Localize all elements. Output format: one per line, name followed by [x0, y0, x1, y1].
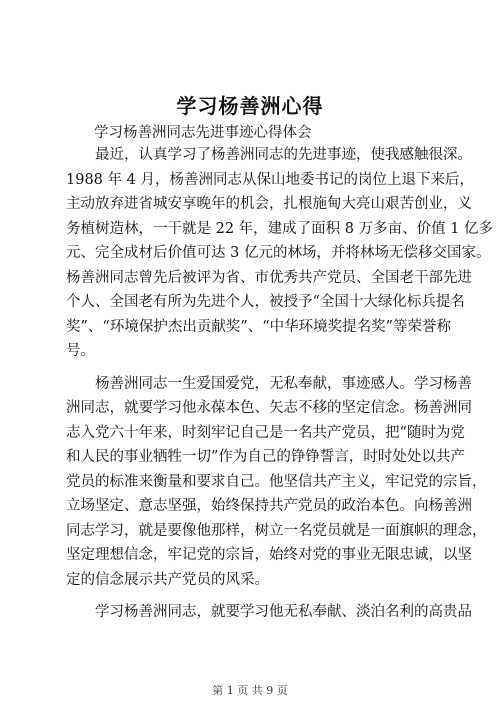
text-line: 杨善洲同志曾先后被评为省、市优秀共产党员、全国老干部先进 — [66, 269, 472, 286]
text-line: 个人、全国老有所为先进个人，被授予“全国十大绿化标兵提名 — [66, 294, 465, 310]
text-line: 务植树造林，一干就是 22 年，建成了面积 8 万多亩、价值 1 亿多 — [66, 220, 494, 237]
paragraph — [66, 143, 494, 364]
text-line: 学习杨善洲同志，就要学习他无私奉献、淡泊名利的高贵品 — [66, 604, 472, 620]
document-title: 学习杨善洲心得 — [176, 94, 324, 118]
text-line: 杨善洲同志一生爱国爱党，无私奉献，事迹感人。学习杨善 — [66, 375, 472, 392]
text-line: 最近，认真学习了杨善洲同志的先进事迹，使我感触很深。 — [66, 147, 472, 163]
text-line: 1988 年 4 月，杨善洲同志从保山地委书记的岗位上退下来后， — [66, 171, 474, 188]
text-line: 奖”、“环境保护杰出贡献奖”、“中华环境奖提名奖”等荣誉称 — [66, 318, 452, 335]
text-line: 坚定理想信念，牢记党的宗旨，始终对党的事业无限忠诚，以坚 — [66, 547, 472, 563]
text-line: 立场坚定、意志坚强，始终保持共产党员的政治本色。向杨善洲 — [66, 498, 472, 514]
text-line: 号。 — [66, 343, 95, 359]
text-line: 元、完全成材后价值可达 3 亿元的林场，并将林场无偿移交国家。 — [66, 245, 491, 261]
text-line: 志入党六十年来，时刻牢记自己是一名共产党员，把“随时为党 — [66, 424, 465, 441]
text-line: 和人民的事业牺牲一切”作为自己的铮铮誓言，时时处处以共产 — [66, 449, 465, 465]
paragraph — [66, 372, 487, 593]
paragraph-gap — [66, 364, 456, 372]
paragraph-gap — [66, 592, 456, 600]
document-subtitle: 学习杨善洲同志先进事迹心得体会 — [94, 125, 312, 141]
paragraph — [66, 600, 472, 625]
page-footer: 第 1 页 共 9 页 — [212, 684, 288, 697]
text-line: 党员的标准来衡量和要求自己。他坚信共产主义，牢记党的宗旨， — [66, 473, 487, 490]
text-line: 定的信念展示共产党员的风采。 — [66, 571, 269, 588]
text-line: 洲同志，就要学习他永葆本色、矢志不移的坚定信念。杨善洲同 — [66, 400, 472, 416]
text-line: 同志学习，就是要像他那样，树立一名党员就是一面旗帜的理念， — [66, 522, 487, 539]
text-line: 主动放弃进省城安享晚年的机会，扎根施甸大亮山艰苦创业，义 — [66, 196, 472, 212]
document-body — [66, 143, 494, 625]
